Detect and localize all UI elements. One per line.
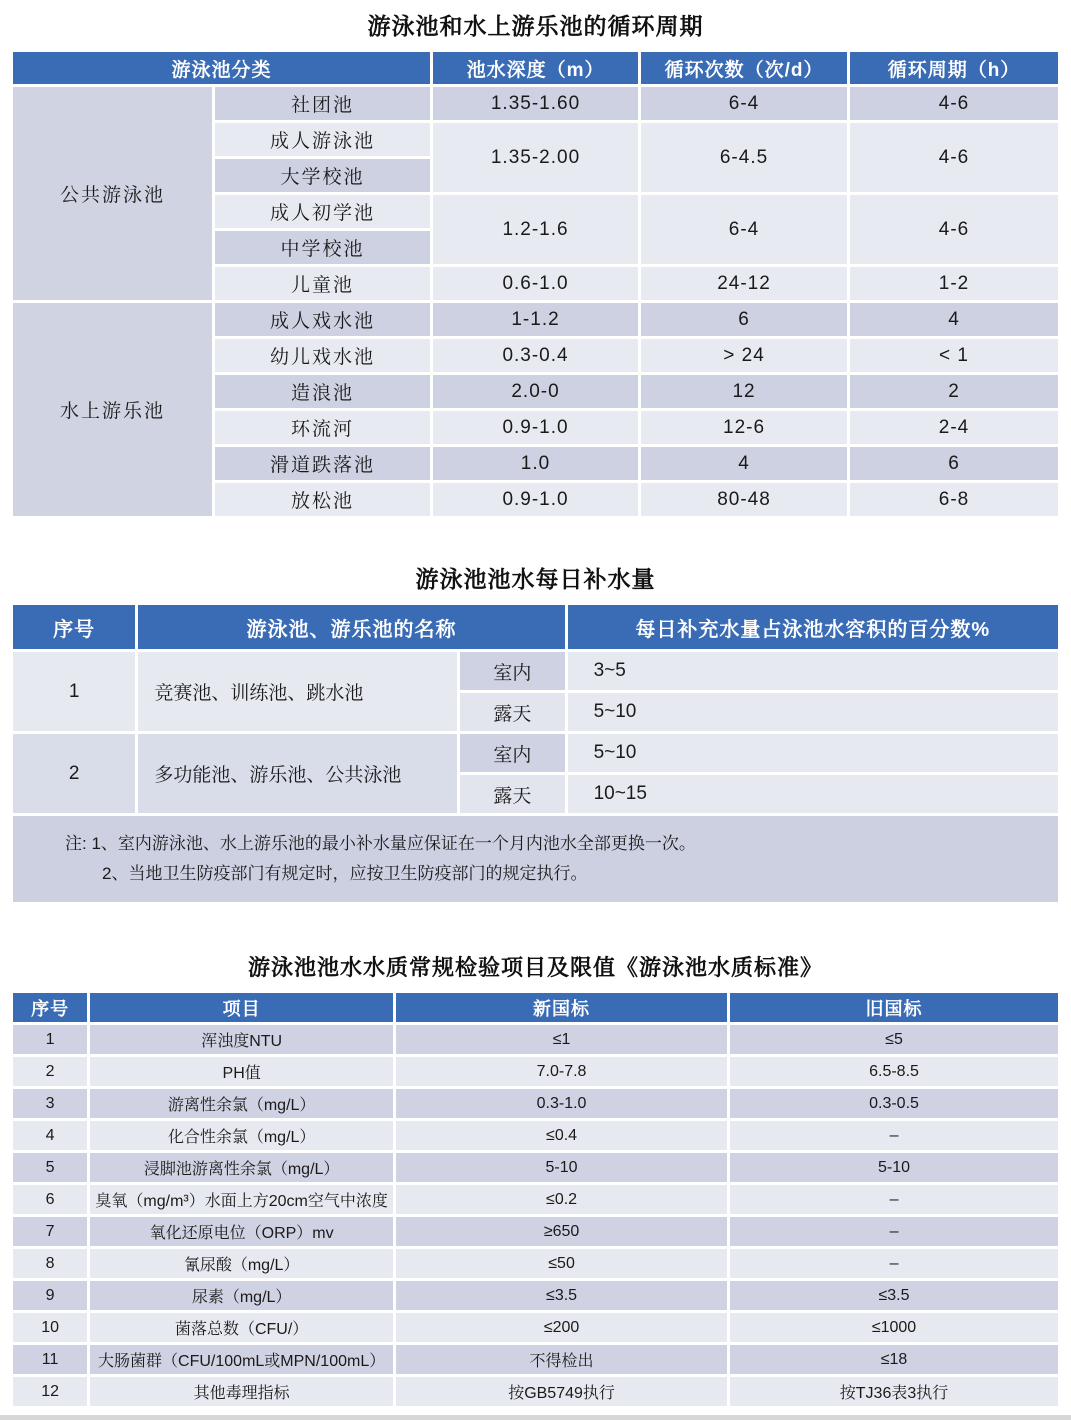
table-row	[13, 1089, 1058, 1118]
t1-period: 2-4	[850, 411, 1058, 444]
t1-cycles: 24-12	[641, 267, 847, 300]
t2-header-percentage: 每日补充水量占泳池水容积的百分数%	[568, 605, 1058, 649]
t3-item: 化合性余氯（mg/L）	[90, 1121, 393, 1150]
t1-cycles: 6-4	[641, 87, 847, 120]
t1-depth: 1.35-2.00	[433, 123, 638, 192]
t3-old: ≤1000	[730, 1313, 1058, 1342]
t2-pool-names: 多功能池、游乐池、公共泳池	[138, 734, 457, 813]
t3-old: ≤18	[730, 1345, 1058, 1374]
t3-header-new-standard: 新国标	[396, 993, 727, 1022]
table-row	[13, 1025, 1058, 1054]
t1-period: 6-8	[850, 483, 1058, 516]
t3-item: PH值	[90, 1057, 393, 1086]
t1-period: 4-6	[850, 195, 1058, 264]
t1-pool-name: 中学校池	[215, 231, 430, 264]
t1-header-classification: 游泳池分类	[13, 52, 430, 84]
t2-notes-row	[13, 816, 1058, 902]
t2-header-pool-name: 游泳池、游乐池的名称	[138, 605, 564, 649]
t3-no: 8	[13, 1249, 87, 1278]
table-row	[13, 734, 1058, 772]
t1-cycles: 80-48	[641, 483, 847, 516]
table-row	[13, 1121, 1058, 1150]
t2-indoor-label: 室内	[460, 734, 564, 772]
t1-cycles: 6-4.5	[641, 123, 847, 192]
t1-period: 2	[850, 375, 1058, 408]
t1-header-depth: 池水深度（m）	[433, 52, 638, 84]
t2-notes-cell	[13, 816, 1058, 902]
t3-header-old-standard: 旧国标	[730, 993, 1058, 1022]
t1-pool-name: 成人初学池	[215, 195, 430, 228]
circulation-period-table	[10, 49, 1061, 519]
t3-new: ≥650	[396, 1217, 727, 1246]
t2-header-row	[13, 605, 1058, 649]
t1-depth: 0.6-1.0	[433, 267, 638, 300]
t2-note-2: 2、当地卫生防疫部门有规定时，应按卫生防疫部门的规定执行。	[102, 864, 588, 883]
t1-pool-name: 环流河	[215, 411, 430, 444]
t3-item: 浸脚池游离性余氯（mg/L）	[90, 1153, 393, 1182]
t3-new: 按GB5749执行	[396, 1377, 727, 1406]
t1-period: 1-2	[850, 267, 1058, 300]
t3-new: ≤3.5	[396, 1281, 727, 1310]
t3-item: 臭氧（mg/m³）水面上方20cm空气中浓度	[90, 1185, 393, 1214]
t2-note-1: 注: 1、室内游泳池、水上游乐池的最小补水量应保证在一个月内池水全部更换一次。	[65, 834, 696, 854]
table-row	[13, 1281, 1058, 1310]
table-row	[13, 1217, 1058, 1246]
table-row	[13, 1345, 1058, 1374]
t3-new: 7.0-7.8	[396, 1057, 727, 1086]
t3-old: ≤5	[730, 1025, 1058, 1054]
t2-row-no: 1	[13, 652, 135, 731]
t3-new: ≤50	[396, 1249, 727, 1278]
t3-old: –	[730, 1121, 1058, 1150]
t2-indoor-value: 5~10	[568, 734, 1058, 772]
t2-outdoor-value: 10~15	[568, 775, 1058, 813]
t2-outdoor-label: 露天	[460, 693, 564, 731]
t1-period: 4-6	[850, 123, 1058, 192]
t1-depth: 1.35-1.60	[433, 87, 638, 120]
daily-replenishment-table	[10, 602, 1061, 905]
t1-depth: 0.3-0.4	[433, 339, 638, 372]
t1-depth: 1-1.2	[433, 303, 638, 336]
t2-header-no: 序号	[13, 605, 135, 649]
t1-header-cycles: 循环次数（次/d）	[641, 52, 847, 84]
t3-old: ≤3.5	[730, 1281, 1058, 1310]
t1-pool-name: 社团池	[215, 87, 430, 120]
t1-pool-name: 儿童池	[215, 267, 430, 300]
t3-no: 6	[13, 1185, 87, 1214]
t3-header-item: 项目	[90, 993, 393, 1022]
t3-no: 2	[13, 1057, 87, 1086]
t3-item: 尿素（mg/L）	[90, 1281, 393, 1310]
t1-cycles: 4	[641, 447, 847, 480]
table-row	[13, 652, 1058, 690]
t3-no: 4	[13, 1121, 87, 1150]
t1-pool-name: 造浪池	[215, 375, 430, 408]
t3-item: 其他毒理指标	[90, 1377, 393, 1406]
t3-item: 菌落总数（CFU/）	[90, 1313, 393, 1342]
table2-title: 游泳池池水每日补水量	[415, 566, 656, 592]
t3-no: 10	[13, 1313, 87, 1342]
t1-group-water-amusement-pools: 水上游乐池	[13, 303, 212, 516]
t2-outdoor-label: 露天	[460, 775, 564, 813]
t3-new: 不得检出	[396, 1345, 727, 1374]
water-quality-standard-table	[10, 990, 1061, 1409]
t2-indoor-label: 室内	[460, 652, 564, 690]
t3-new: 5-10	[396, 1153, 727, 1182]
t1-cycles: > 24	[641, 339, 847, 372]
t1-header-period: 循环周期（h）	[850, 52, 1058, 84]
t3-no: 9	[13, 1281, 87, 1310]
t3-old: 6.5-8.5	[730, 1057, 1058, 1086]
t3-new: 0.3-1.0	[396, 1089, 727, 1118]
table3-title: 游泳池池水水质常规检验项目及限值《游泳池水质标准》	[247, 955, 823, 980]
t3-item: 浑浊度NTU	[90, 1025, 393, 1054]
t1-pool-name: 放松池	[215, 483, 430, 516]
t1-period: < 1	[850, 339, 1058, 372]
t3-old: –	[730, 1217, 1058, 1246]
t1-pool-name: 成人戏水池	[215, 303, 430, 336]
t3-no: 12	[13, 1377, 87, 1406]
t3-new: ≤1	[396, 1025, 727, 1054]
t1-period: 4	[850, 303, 1058, 336]
t1-depth: 0.9-1.0	[433, 411, 638, 444]
t3-new: ≤0.4	[396, 1121, 727, 1150]
t2-indoor-value: 3~5	[568, 652, 1058, 690]
t3-old: –	[730, 1249, 1058, 1278]
page-bottom-edge	[0, 1415, 1071, 1420]
t3-old: 按TJ36表3执行	[730, 1377, 1058, 1406]
t1-depth: 1.2-1.6	[433, 195, 638, 264]
t3-no: 11	[13, 1345, 87, 1374]
t3-new: ≤0.2	[396, 1185, 727, 1214]
t3-item: 氧化还原电位（ORP）mv	[90, 1217, 393, 1246]
table-row	[13, 87, 1058, 120]
table-row	[13, 1377, 1058, 1406]
t1-period: 4-6	[850, 87, 1058, 120]
t2-pool-names: 竞赛池、训练池、跳水池	[138, 652, 457, 731]
t2-row-no: 2	[13, 734, 135, 813]
t1-group-public-pools: 公共游泳池	[13, 87, 212, 300]
t1-cycles: 6-4	[641, 195, 847, 264]
table-row	[13, 1153, 1058, 1182]
t1-depth: 0.9-1.0	[433, 483, 638, 516]
t1-cycles: 12-6	[641, 411, 847, 444]
t3-no: 7	[13, 1217, 87, 1246]
t1-cycles: 12	[641, 375, 847, 408]
table-row	[13, 1249, 1058, 1278]
table-row	[13, 1057, 1058, 1086]
t3-header-no: 序号	[13, 993, 87, 1022]
t3-old: 5-10	[730, 1153, 1058, 1182]
t1-depth: 1.0	[433, 447, 638, 480]
table-row	[13, 1185, 1058, 1214]
t3-item: 大肠菌群（CFU/100mL或MPN/100mL）	[90, 1345, 393, 1374]
t3-header-row	[13, 993, 1058, 1022]
t3-no: 3	[13, 1089, 87, 1118]
t3-item: 游离性余氯（mg/L）	[90, 1089, 393, 1118]
t1-period: 6	[850, 447, 1058, 480]
t3-old: 0.3-0.5	[730, 1089, 1058, 1118]
t3-no: 5	[13, 1153, 87, 1182]
t3-item: 氰尿酸（mg/L）	[90, 1249, 393, 1278]
t1-pool-name: 滑道跌落池	[215, 447, 430, 480]
t1-cycles: 6	[641, 303, 847, 336]
t1-pool-name: 成人游泳池	[215, 123, 430, 156]
table1-title: 游泳池和水上游乐池的循环周期	[367, 13, 704, 39]
t2-outdoor-value: 5~10	[568, 693, 1058, 731]
table-row	[13, 303, 1058, 336]
t3-new: ≤200	[396, 1313, 727, 1342]
t1-depth: 2.0-0	[433, 375, 638, 408]
t1-pool-name: 幼儿戏水池	[215, 339, 430, 372]
t1-header-row	[13, 52, 1058, 84]
table-row	[13, 1313, 1058, 1342]
t1-pool-name: 大学校池	[215, 159, 430, 192]
t3-no: 1	[13, 1025, 87, 1054]
t3-old: –	[730, 1185, 1058, 1214]
